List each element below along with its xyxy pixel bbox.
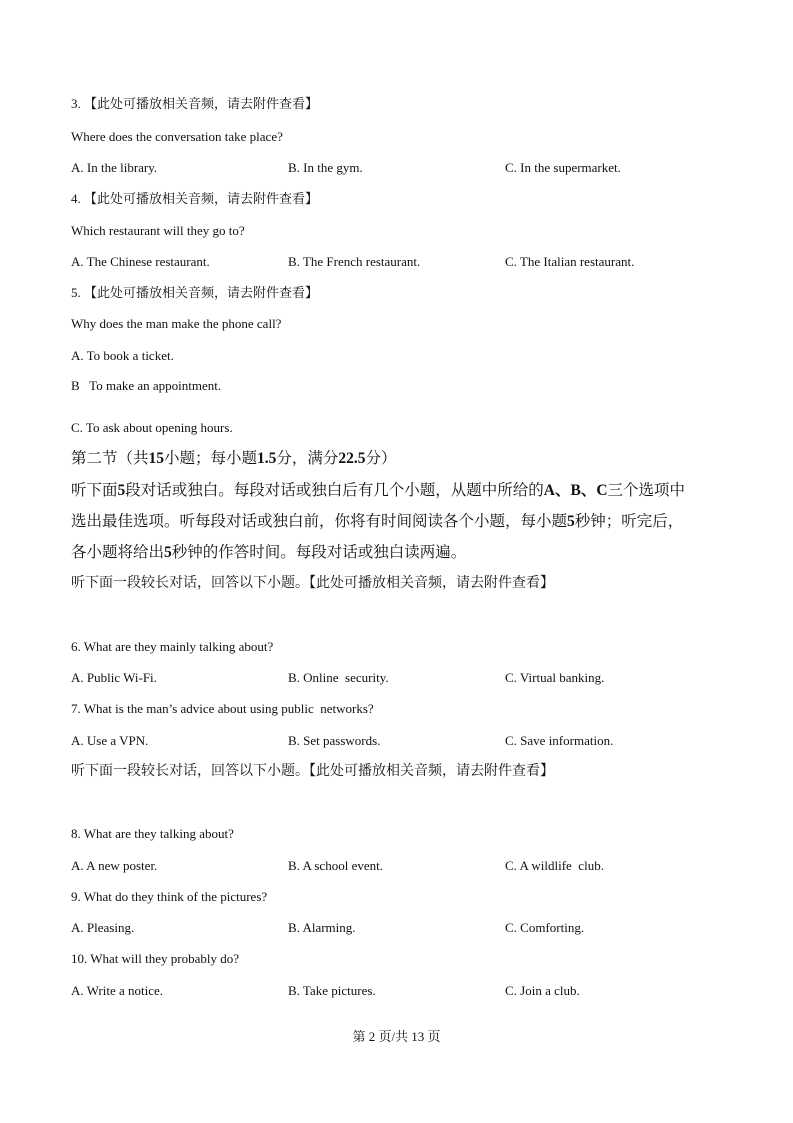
q3-header: 3. 【此处可播放相关音频，请去附件查看】 (71, 96, 319, 111)
q4-option-b: B. The French restaurant. (288, 254, 421, 269)
section2-instructions-line1: 听下面5段对话或独白。每段对话或独白后有几个小题，从题中所给的A、B、C三个选项中 (71, 482, 686, 499)
q3-option-c: C. In the supermarket. (505, 160, 621, 175)
q9-option-c: C. Comforting. (505, 920, 585, 935)
q9-text: 9. What do they think of the pictures? (71, 889, 268, 904)
q10-option-a: A. Write a notice. (71, 983, 164, 998)
q3-text: Where does the conversation take place? (71, 129, 283, 144)
q8-options (71, 858, 771, 874)
q8-option-a: A. A new poster. (71, 858, 158, 873)
q6-option-a: A. Public Wi-Fi. (71, 670, 157, 685)
q4-header: 4. 【此处可播放相关音频，请去附件查看】 (71, 191, 319, 206)
q7-option-a: A. Use a VPN. (71, 733, 149, 748)
q5-option-b: B To make an appointment. (71, 378, 222, 393)
page-number: 第 2 页/共 13 页 (352, 1029, 441, 1044)
q5-text: Why does the man make the phone call? (71, 316, 282, 331)
q6-option-b: B. Online security. (288, 670, 389, 685)
q10-option-c: C. Join a club. (505, 983, 580, 998)
q10-options (71, 983, 771, 999)
q3-options (71, 160, 771, 176)
q8-option-c: C. A wildlife club. (505, 858, 604, 873)
section2-instructions-line2: 选出最佳选项。听每段对话或独白前，你将有时间阅读各个小题，每小题5秒钟；听完后， (71, 513, 684, 530)
q6-option-c: C. Virtual banking. (505, 670, 605, 685)
section2-title: 第二节（共15小题；每小题1.5分，满分22.5分） (71, 450, 397, 467)
listen-note-group2: 听下面一段较长对话，回答以下小题。【此处可播放相关音频，请去附件查看】 (71, 576, 554, 591)
q10-option-b: B. Take pictures. (288, 983, 376, 998)
q4-text: Which restaurant will they go to? (71, 223, 245, 238)
q4-options (71, 254, 771, 270)
q5-option-a: A. To book a ticket. (71, 348, 174, 363)
q9-option-a: A. Pleasing. (71, 920, 135, 935)
q4-option-c: C. The Italian restaurant. (505, 254, 635, 269)
listen-note-group3: 听下面一段较长对话，回答以下小题。【此处可播放相关音频，请去附件查看】 (71, 764, 554, 779)
q7-option-b: B. Set passwords. (288, 733, 381, 748)
q3-option-a: A. In the library. (71, 160, 158, 175)
q7-option-c: C. Save information. (505, 733, 614, 748)
q8-option-b: B. A school event. (288, 858, 383, 873)
q3-option-b: B. In the gym. (288, 160, 363, 175)
q7-options (71, 733, 771, 749)
q6-options (71, 670, 771, 686)
q4-option-a: A. The Chinese restaurant. (71, 254, 210, 269)
q9-options (71, 920, 771, 936)
q7-text: 7. What is the man’s advice about using public networks? (71, 701, 374, 716)
q8-text: 8. What are they talking about? (71, 826, 234, 841)
q10-text: 10. What will they probably do? (71, 951, 240, 966)
q9-option-b: B. Alarming. (288, 920, 356, 935)
q6-text: 6. What are they mainly talking about? (71, 639, 274, 654)
section2-instructions-line3: 各小题将给出5秒钟的作答时间。每段对话或独白读两遍。 (71, 544, 467, 561)
q5-header: 5. 【此处可播放相关音频，请去附件查看】 (71, 285, 319, 300)
q5-option-c: C. To ask about opening hours. (71, 420, 233, 435)
